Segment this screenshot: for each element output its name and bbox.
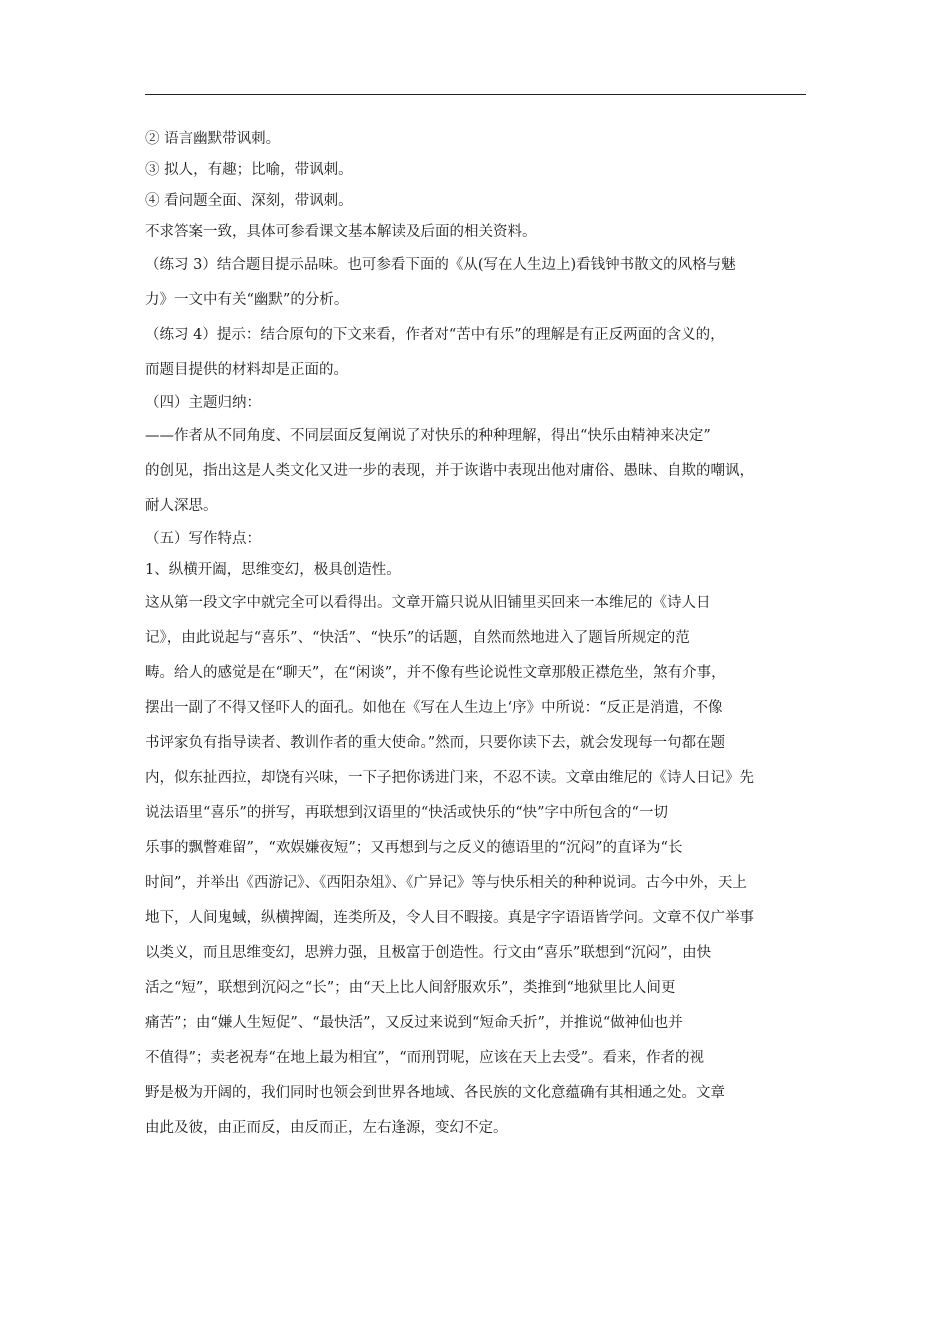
paragraph-line: 不求答案一致，具体可参看课文基本解读及后面的相关资料。 [145, 224, 537, 240]
paragraph-line: 畴。给人的感觉是在“聊天”，在“闲谈”，并不像有些论说性文章那般正襟危坐，煞有介事， [145, 665, 726, 681]
paragraph-line: 地下，人间鬼蜮，纵横捭阖，连类所及，令人目不暇接。真是字字语语皆学问。文章不仅广举事 [145, 910, 754, 926]
paragraph-line: 内，似东扯西拉，却饶有兴味，一下子把你诱进门来，不忍不读。文章由维尼的《诗人日记》先 [145, 770, 754, 786]
paragraph-line: 摆出一副了不得又怪吓人的面孔。如他在《写在人生边上‘序》中所说：“反正是消遣，不像 [145, 700, 723, 716]
answer-line: ④ 看问题全面、深刻，带讽刺。 [145, 193, 353, 209]
document-body [145, 124, 810, 1146]
exercise-3-line: 力》一文中有关“幽默”的分析。 [145, 292, 349, 308]
paragraph-line: 说法语里“喜乐”的拼写，再联想到汉语里的“快活或快乐的“快”字中所包含的“一切 [145, 805, 668, 821]
paragraph-line: 由此及彼，由正而反，由反而正，左右逢源，变幻不定。 [145, 1120, 508, 1136]
exercise-4-line: （练习 4）提示：结合原句的下文来看，作者对“苦中有乐”的理解是有正反两面的含义的， [145, 327, 725, 343]
paragraph-line: 不值得”；卖老祝寿“在地上最为相宜”，“而刑罚呢，应该在天上去受”。看来，作者的视 [145, 1050, 705, 1066]
header-rule [145, 94, 806, 95]
paragraph-line: 野是极为开阔的，我们同时也领会到世界各地域、各民族的文化意蕴确有其相通之处。文章 [145, 1085, 725, 1101]
paragraph-line: 记》，由此说起与“喜乐”、“快活”、“快乐”的话题，自然而然地进入了题旨所规定的范 [145, 630, 690, 646]
paragraph-line: 书评家负有指导读者、教训作者的重大使命。”然而，只要你读下去，就会发现每一句都在题 [145, 735, 726, 751]
answer-line: ② 语言幽默带讽刺。 [145, 131, 281, 147]
subsection-heading: 1、纵横开阖，思维变幻，极具创造性。 [145, 562, 401, 578]
theme-line: 耐人深思。 [145, 498, 218, 514]
answer-line: ③ 拟人，有趣；比喻，带讽刺。 [145, 162, 353, 178]
theme-line: ——作者从不同角度、不同层面反复阐说了对快乐的种种理解，得出“快乐由精神来决定” [145, 428, 711, 444]
theme-line: 的创见，指出这是人类文化又进一步的表现，并于诙谐中表现出他对庸俗、愚昧、自欺的嘲讽， [145, 463, 754, 479]
paragraph-line: 活之“短”，联想到沉闷之“长”；由“天上比人间舒服欢乐”，类推到“地狱里比人间更 [145, 980, 676, 996]
paragraph-line: 痛苦”；由“嫌人生短促”、“最快活”，又反过来说到“短命夭折”，并推说“做神仙也并 [145, 1015, 683, 1031]
exercise-3-line: （练习 3）结合题目提示品味。也可参看下面的《从(写在人生边上)看钱钟书散文的风格与魅 [145, 257, 736, 273]
section-heading: （五）写作特点： [145, 531, 261, 547]
paragraph-line: 以类义，而且思维变幻，思辨力强，且极富于创造性。行文由“喜乐”联想到“沉闷”，由快 [145, 945, 712, 961]
section-heading: （四）主题归纳： [145, 395, 261, 411]
paragraph-line: 乐事的飘瞥难留”，“欢娱嫌夜短”；又再想到与之反义的德语里的“沉闷”的直译为“长 [145, 840, 683, 856]
exercise-4-line: 而题目提供的材料却是正面的。 [145, 362, 348, 378]
paragraph-line: 时间”，并举出《西游记》、《西阳杂俎》、《广异记》等与快乐相关的种种说词。古今中外，天上 [145, 875, 747, 891]
paragraph-line: 这从第一段文字中就完全可以看得出。文章开篇只说从旧铺里买回来一本维尼的《诗人日 [145, 595, 711, 611]
